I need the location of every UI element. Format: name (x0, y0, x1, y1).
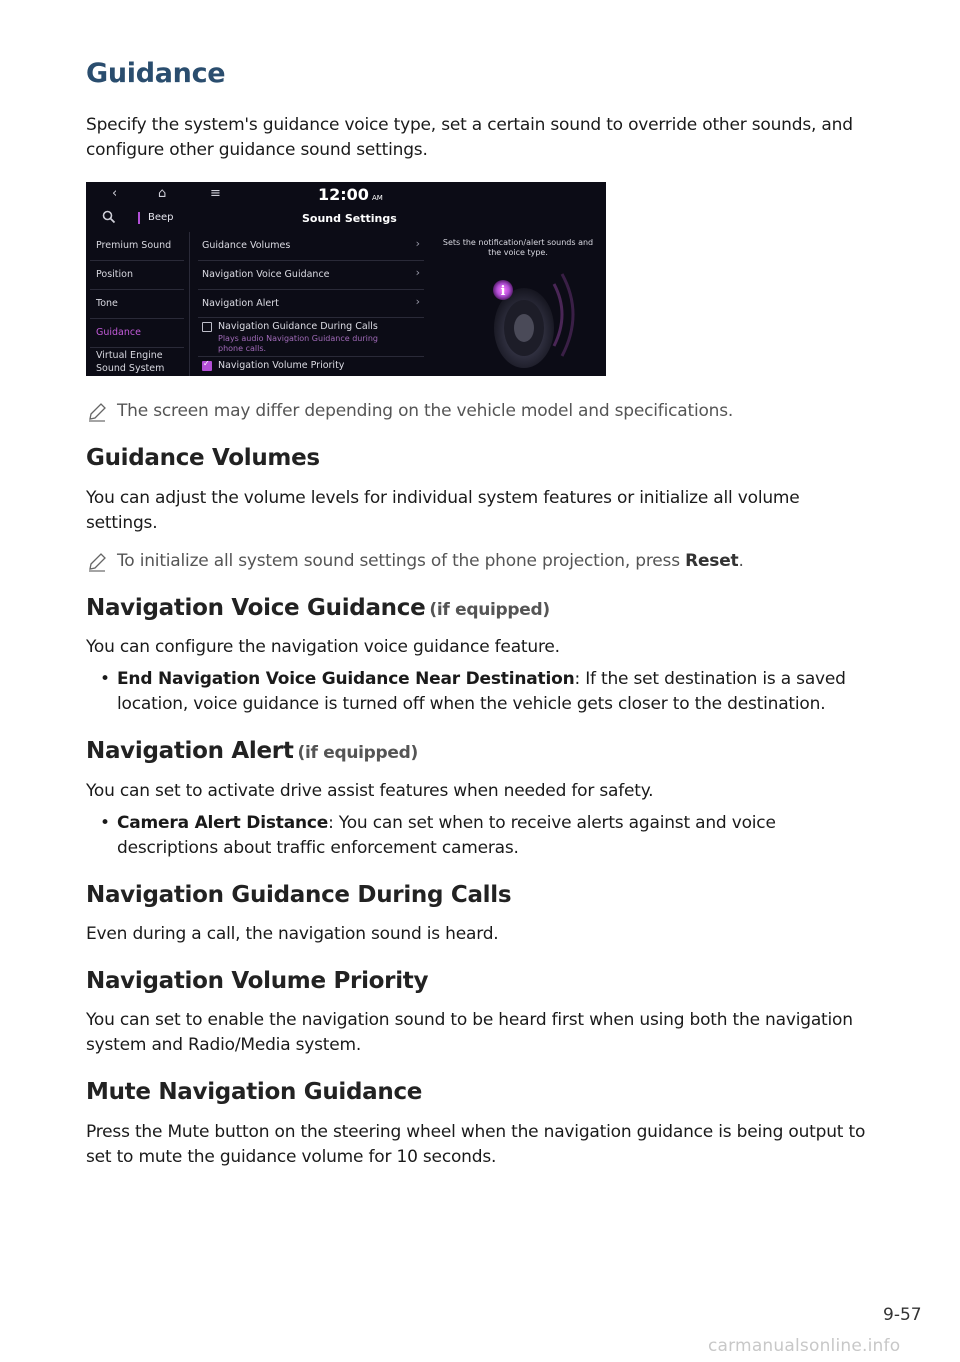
bullet-icon: • (100, 669, 110, 689)
section-heading (86, 738, 418, 764)
home-icon: ⌂ (158, 186, 167, 201)
menu-item-desc: Plays audio Navigation Guidance during (218, 334, 379, 343)
sidebar-item-sound-system: Sound System (96, 363, 165, 374)
section-body: You can set to enable the navigation sound to be heard first when using both the navigation system and Radio/Media system. (86, 1010, 853, 1055)
bullet-text (117, 811, 880, 861)
menu-icon: ≡ (210, 186, 221, 201)
checkbox-checked-icon (202, 361, 212, 371)
pencil-icon (86, 401, 108, 423)
bullet-desc: : If the set destination is a saved location, voice guidance is turned off when the vehicle gets closer to the destination. (117, 669, 846, 714)
divider (90, 260, 184, 261)
title-row (86, 210, 606, 230)
chevron-right-icon: › (415, 295, 420, 308)
section-heading: Guidance Volumes (86, 445, 320, 471)
bullet-desc: : You can set when to receive alerts against and voice descriptions about traffic enforcement cameras. (117, 813, 776, 858)
section-body: You can adjust the volume levels for individual system features or initialize all volume settings. (86, 488, 800, 533)
sidebar-item-guidance: Guidance (96, 327, 141, 338)
menu-item-nav-alert: Navigation Alert (202, 298, 279, 309)
bullet-icon: • (100, 813, 110, 833)
clock-time: 12:00 (318, 185, 369, 204)
guidance-menu (190, 232, 426, 376)
sidebar-item-position: Position (96, 269, 133, 280)
note (86, 401, 886, 425)
divider (90, 347, 184, 348)
section-heading-text: Navigation Alert (86, 738, 294, 764)
section-heading-text: Navigation Voice Guidance (86, 595, 426, 621)
note-text (117, 551, 744, 571)
clock (318, 185, 383, 204)
search-icon (102, 210, 116, 228)
section-body: You can configure the navigation voice guidance feature. (86, 637, 560, 657)
pencil-icon (86, 551, 108, 573)
menu-item-nav-voice-guidance: Navigation Voice Guidance (202, 269, 330, 280)
menu-item-nav-volume-priority: Navigation Volume Priority (218, 360, 345, 371)
menu-item-nav-during-calls: Navigation Guidance During Calls (218, 321, 378, 332)
sidebar-item-virtual-engine: Virtual Engine (96, 350, 163, 361)
note (86, 551, 886, 575)
menu-item-guidance-volumes: Guidance Volumes (202, 240, 291, 251)
top-bar (86, 182, 606, 208)
back-icon: ‹ (112, 186, 118, 201)
bullet-text (117, 667, 880, 717)
speaker-icon (466, 254, 586, 376)
divider (198, 317, 424, 318)
menu-item-desc: phone calls. (218, 344, 267, 353)
divider (90, 289, 184, 290)
note-text-part: . (738, 551, 744, 571)
bullet-term: End Navigation Voice Guidance Near Destination (117, 669, 575, 689)
divider (198, 356, 424, 357)
sound-settings-screenshot (86, 182, 606, 376)
section-heading (86, 595, 550, 621)
bullet-item (100, 667, 880, 717)
note-text: The screen may differ depending on the vehicle model and specifications. (117, 401, 734, 421)
section-heading: Navigation Guidance During Calls (86, 882, 512, 908)
divider (90, 318, 184, 319)
chevron-right-icon: › (415, 237, 420, 250)
sidebar-item-tone: Tone (96, 298, 118, 309)
if-equipped-label: (if equipped) (297, 743, 418, 763)
bullet-item (100, 811, 880, 861)
section-heading: Mute Navigation Guidance (86, 1079, 423, 1105)
intro-text: Specify the system's guidance voice type, set a certain sound to override other sounds, and configure other guidance sound settings. (86, 115, 853, 160)
settings-sidebar (86, 232, 186, 376)
screen-title: Sound Settings (302, 212, 397, 225)
page-number: 9-57 (883, 1305, 922, 1325)
page-title: Guidance (86, 58, 226, 89)
section-body: You can set to activate drive assist features when needed for safety. (86, 781, 654, 801)
chevron-right-icon: › (415, 266, 420, 279)
if-equipped-label: (if equipped) (429, 600, 550, 620)
section-body: Even during a call, the navigation sound is heard. (86, 924, 499, 944)
help-text-line: Sets the notification/alert sounds and (442, 238, 594, 247)
sidebar-item-premium-sound: Premium Sound (96, 240, 172, 251)
note-text-part: To initialize all system sound settings of the phone projection, press (117, 551, 686, 571)
clock-period: AM (371, 194, 383, 202)
section-body: Press the Mute button on the steering wheel when the navigation guidance is being output to set to mute the guidance volume for 10 seconds. (86, 1122, 866, 1167)
watermark: carmanualsonline.info (708, 1336, 901, 1356)
divider (198, 260, 424, 261)
help-panel (426, 232, 606, 376)
help-text-line: the voice type. (488, 248, 548, 257)
bullet-term: Camera Alert Distance (117, 813, 329, 833)
reset-label: Reset (685, 551, 739, 571)
section-heading: Navigation Volume Priority (86, 968, 429, 994)
checkbox-unchecked-icon (202, 322, 212, 332)
svg-text:i: i (500, 284, 506, 299)
beep-label: Beep (138, 212, 174, 224)
divider (198, 289, 424, 290)
